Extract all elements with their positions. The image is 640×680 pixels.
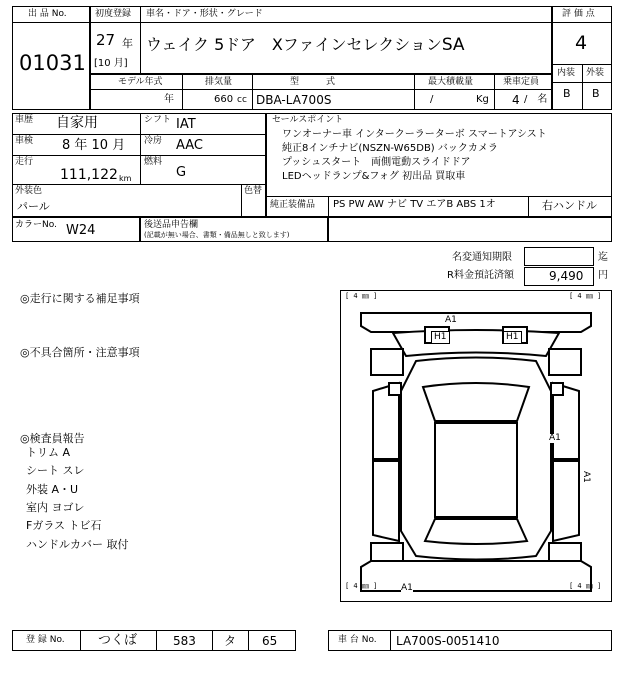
capacity-value: 4	[512, 93, 520, 107]
car-name-label: 車名・ドア・形状・グレード	[146, 9, 263, 19]
defect-remarks-title: ◎不具合箇所・注意事項	[20, 346, 140, 359]
interior-grade-label: 内装	[557, 68, 576, 78]
recycle-value: 9,490	[549, 269, 584, 283]
registration-year: 27	[96, 31, 116, 49]
car-name-main: ウェイク 5ドア Xファインセレクション	[146, 35, 442, 54]
max-load-slash: /	[430, 94, 434, 105]
exterior-grade-label: 外装	[586, 68, 605, 78]
lot-number: 01031	[19, 51, 86, 75]
equipment-value: PS PW AW ナビ TV エアB ABS 1オ	[333, 199, 496, 210]
damage-mark-h1-left: H1	[431, 331, 450, 344]
inspection-value: 8 年 10 月	[62, 138, 126, 153]
interior-grade-value: B	[563, 87, 571, 100]
name-change-box	[524, 247, 594, 266]
sales-point-line: プッシュスタート 両側電動スライドドア	[282, 157, 471, 168]
grade-value: 4	[575, 32, 588, 54]
ac-label: 冷房	[144, 136, 163, 146]
tire-depth-rear-right: [ 4 ㎜ ]	[569, 582, 602, 590]
model-year-unit: 年	[164, 94, 174, 105]
damage-mark-rear: A1	[401, 583, 413, 593]
inspector-report-line: 室内 ヨゴレ	[26, 501, 85, 514]
sales-point-line: LEDヘッドランプ&フォグ 初出品 買取車	[282, 171, 466, 182]
post-document-note: (記載が無い場合、書類・備品無しと致します)	[144, 231, 290, 239]
max-load-unit: Kg	[476, 94, 489, 105]
type-value: DBA-LA700S	[256, 93, 332, 107]
handle-value: 右ハンドル	[542, 199, 597, 212]
mileage-unit: km	[119, 174, 132, 183]
inspector-report-line: シート スレ	[26, 464, 85, 477]
grade-label: 評 価 点	[562, 9, 595, 19]
shift-value: IAT	[176, 117, 196, 132]
fuel-label: 燃料	[144, 157, 163, 167]
condition-diagram	[340, 290, 612, 602]
capacity-unit: / 名	[524, 94, 548, 105]
color-number-label: カラーNo.	[15, 220, 57, 230]
name-change-label: 名変通知期限	[452, 252, 512, 263]
inspector-report-line: Fガラス トビ石	[26, 519, 102, 532]
name-change-unit: 迄	[598, 252, 608, 263]
chassis-number-label: 車 台 No.	[338, 635, 377, 645]
inspection-label: 車検	[15, 136, 34, 146]
sales-points-label: セールスポイント	[272, 115, 344, 125]
registration-month: [10 月]	[94, 58, 128, 69]
capacity-label: 乗車定員	[503, 77, 540, 87]
history-label: 車歴	[15, 115, 34, 125]
mileage-value: 111,122	[60, 167, 118, 183]
inspector-report-line: ハンドルカバー 取付	[26, 538, 129, 551]
post-document-extension	[328, 217, 612, 242]
exterior-grade-value: B	[592, 87, 600, 100]
specs-box	[12, 113, 266, 217]
displacement-unit: cc	[237, 95, 247, 105]
damage-mark-right-door: A1	[549, 433, 561, 443]
car-name-suffix: SA	[441, 35, 465, 55]
tire-depth-rear-left: [ 4 ㎜ ]	[345, 582, 378, 590]
fuel-value: G	[176, 165, 187, 180]
exterior-color-label: 外装色	[15, 186, 43, 196]
color-change-label: 色替	[244, 186, 263, 196]
inspector-report-line: 外装 A・U	[26, 483, 79, 496]
first-registration-label: 初度登録	[95, 9, 132, 19]
mileage-label: 走行	[15, 157, 34, 167]
car-outline-diagram	[341, 291, 611, 601]
sales-point-line: 純正8インチナビ(NSZN-W65DB) バックカメラ	[282, 143, 498, 154]
chassis-number-value: LA700S-0051410	[396, 634, 500, 648]
registration-year-unit: 年	[122, 37, 133, 50]
recycle-unit: 円	[598, 270, 608, 281]
max-load-label: 最大積載量	[428, 77, 474, 87]
tire-depth-front-right: [ 4 ㎜ ]	[569, 292, 602, 300]
ac-value: AAC	[176, 138, 203, 153]
plate-region: つくば	[98, 633, 138, 648]
damage-mark-h1-right: H1	[503, 331, 522, 344]
sales-point-line: ワンオーナー車 インタークーラーターボ スマートアシスト	[282, 129, 547, 140]
color-number-value: W24	[66, 223, 96, 238]
displacement-label: 排気量	[205, 77, 233, 87]
history-value: 自家用	[56, 115, 98, 131]
damage-mark-right-rear: A1	[581, 471, 591, 483]
equipment-label: 純正装備品	[270, 200, 316, 210]
car-name	[146, 37, 465, 54]
inspector-report-title: ◎検査員報告	[20, 432, 85, 445]
plate-number-label: 登 録 No.	[26, 635, 65, 645]
plate-number: 65	[262, 634, 278, 648]
model-year-label: モデル年式	[118, 77, 163, 87]
shift-label: シフト	[144, 115, 172, 125]
tire-depth-front-left: [ 4 ㎜ ]	[345, 292, 378, 300]
plate-class: 583	[173, 634, 196, 648]
post-document-label: 後送品申告欄	[144, 220, 199, 230]
type-label: 型 式	[290, 77, 336, 87]
damage-mark-front: A1	[445, 315, 457, 325]
displacement-value: 660	[214, 94, 234, 105]
driving-remarks-title: ◎走行に関する補足事項	[20, 292, 140, 305]
recycle-label: R料金預託済額	[447, 270, 514, 281]
plate-kana: タ	[224, 634, 237, 648]
lot-number-label: 出 品 No.	[28, 9, 67, 19]
exterior-color-value: パール	[17, 200, 50, 213]
inspector-report-line: トリム A	[26, 446, 71, 459]
